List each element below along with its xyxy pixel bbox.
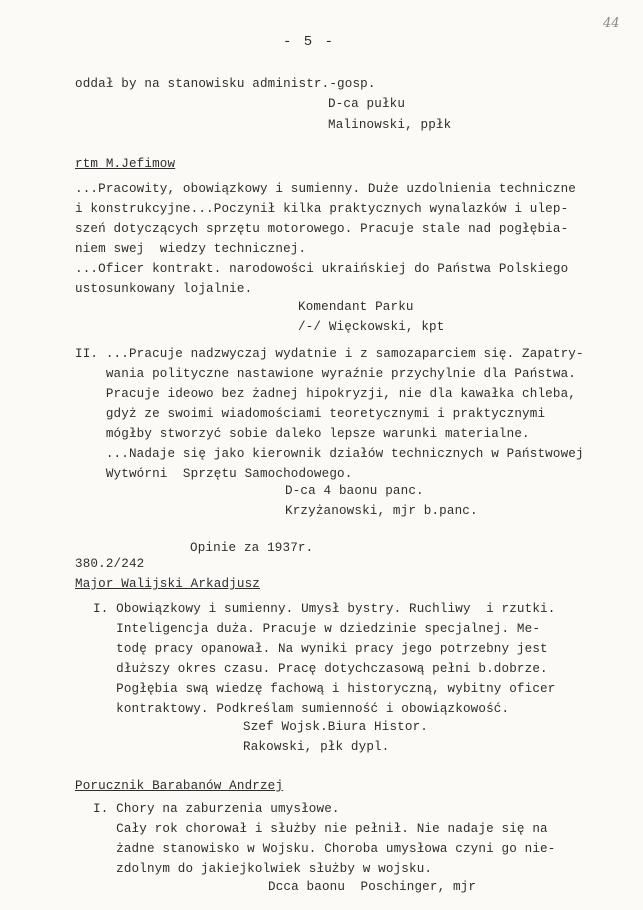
text-line: Pracuje ideowo bez żadnej hipokryzji, nie dla kawałka chleba, [75,387,576,401]
text-line: ...Pracowity, obowiązkowy i sumienny. Duże uzdolnienia techniczne [75,182,576,196]
handwritten-page-note: 44 [603,16,620,31]
signature-title: D-ca 4 baonu panc. [285,484,424,498]
section-heading-walijski: Major Walijski Arkadjusz [75,577,260,591]
signature-title: D-ca pułku [328,97,406,111]
text-line: Cały rok chorował i służby nie pełnił. Nie nadaje się na [93,822,548,836]
signature-title: Komendant Parku [298,300,414,314]
signature-line: Dcca baonu Poschinger, mjr [268,880,477,894]
opinions-title: Opinie za 1937r. [190,541,314,555]
text-line: zdolnym do jakiejkolwiek służby w wojsku. [93,862,433,876]
signature-title: Szef Wojsk.Biura Histor. [243,720,428,734]
text-line: Pogłębia swą wiedzę fachową i historyczną, wybitny oficer [93,682,556,696]
continuation-line: oddał by na stanowisku administr.-gosp. [75,77,376,91]
section-heading-barabanow: Porucznik Barabanów Andrzej [75,779,284,793]
text-line: gdyż ze swoimi wiadomościami teoretycznymi i praktycznymi [75,407,546,421]
text-line: II. ...Pracuje nadzwyczaj wydatnie i z samozaparciem się. Zapatry- [75,347,584,361]
text-line: i konstrukcyjne...Poczynił kilka praktycznych wynalazków i ulep- [75,202,569,216]
signature-name: Rakowski, płk dypl. [243,740,390,754]
text-line: żadne stanowisko w Wojsku. Choroba umysłowa czyni go nie- [93,842,556,856]
signature-name: /-/ Więckowski, kpt [298,320,445,334]
text-line: todę pracy opanował. Na wyniki pracy jego potrzebny jest [93,642,548,656]
signature-name: Krzyżanowski, mjr b.panc. [285,504,478,518]
signature-name: Malinowski, ppłk [328,118,452,132]
text-line: Inteligencja duża. Pracuje w dziedzinie specjalnej. Me- [93,622,541,636]
text-line: wania polityczne nastawione wyraźnie przychylnie dla Państwa. [75,367,576,381]
text-line: dłuższy okres czasu. Pracę dotychczasową pełni b.dobrze. [93,662,548,676]
text-line: ustosunkowany lojalnie. [75,282,253,296]
text-line: mógłby stworzyć sobie daleko lepsze warunki materialne. [75,427,530,441]
text-line: niem swej wiedzy technicznej. [75,242,307,256]
page-number: - 5 - [283,34,336,50]
text-line: kontraktowy. Podkreślam sumienność i obowiązkowość. [93,702,510,716]
text-line: I. Chory na zaburzenia umysłowe. [93,802,340,816]
text-line: Wytwórni Sprzętu Samochodowego. [75,467,353,481]
text-line: ...Oficer kontrakt. narodowości ukraińskiej do Państwa Polskiego [75,262,569,276]
reference-number: 380.2/242 [75,557,145,571]
text-line: szeń dotyczących sprzętu motorowego. Pracuje stale nad pogłębia- [75,222,569,236]
text-line: ...Nadaje się jako kierownik działów technicznych w Państwowej [75,447,584,461]
text-line: I. Obowiązkowy i sumienny. Umysł bystry. Ruchliwy i rzutki. [93,602,556,616]
section-heading-jefimow: rtm M.Jefimow [75,157,176,171]
